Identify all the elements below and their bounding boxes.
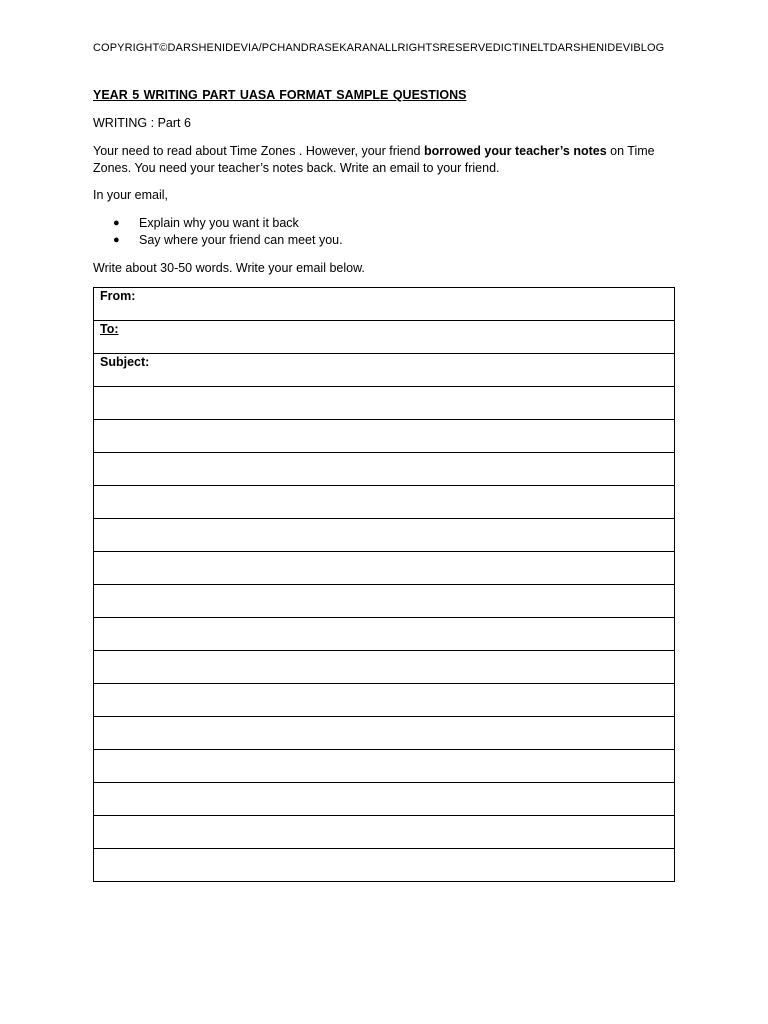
instructions-emphasis: borrowed your teacher’s notes	[423, 144, 607, 158]
writing-line[interactable]	[94, 420, 675, 453]
writing-line-cell[interactable]	[94, 684, 675, 717]
writing-line[interactable]	[94, 486, 675, 519]
writing-line-cell[interactable]	[94, 618, 675, 651]
writing-line[interactable]	[94, 816, 675, 849]
to-field[interactable]	[94, 321, 675, 354]
email-form-table	[93, 287, 675, 882]
subject-label: Subject:	[100, 355, 150, 369]
writing-line[interactable]	[94, 684, 675, 717]
writing-line[interactable]	[94, 552, 675, 585]
from-label: From:	[100, 289, 136, 303]
instructions-part-3: on Time Zones. You need your teacher’s notes back. Write an email to your friend.	[93, 144, 655, 175]
in-email-label: In your email,	[93, 188, 169, 202]
instructions-part-1: Your need to read about Time Zones . However, your friend	[93, 144, 424, 158]
bullet-dot-icon: ●	[113, 217, 120, 229]
writing-line[interactable]	[94, 849, 675, 882]
writing-line-cell[interactable]	[94, 849, 675, 882]
bullet-text: Say where your friend can meet you.	[139, 233, 343, 247]
word-count-instruction: Write about 30-50 words. Write your email below.	[93, 261, 365, 275]
writing-line-cell[interactable]	[94, 783, 675, 816]
writing-line[interactable]	[94, 783, 675, 816]
writing-line-cell[interactable]	[94, 750, 675, 783]
task-bullet-list	[93, 215, 343, 249]
writing-line-cell[interactable]	[94, 717, 675, 750]
writing-line-cell[interactable]	[94, 816, 675, 849]
writing-line[interactable]	[94, 519, 675, 552]
bullet-dot-icon: ●	[113, 234, 120, 246]
to-row[interactable]	[94, 321, 675, 354]
writing-line[interactable]	[94, 750, 675, 783]
task-instructions	[93, 143, 683, 177]
subject-row[interactable]	[94, 354, 675, 387]
writing-line-cell[interactable]	[94, 486, 675, 519]
from-row[interactable]	[94, 288, 675, 321]
writing-line-cell[interactable]	[94, 519, 675, 552]
writing-line-cell[interactable]	[94, 585, 675, 618]
from-field[interactable]	[94, 288, 675, 321]
writing-line[interactable]	[94, 618, 675, 651]
subject-field[interactable]	[94, 354, 675, 387]
to-label: To:	[100, 322, 119, 336]
writing-line-cell[interactable]	[94, 420, 675, 453]
writing-part-label: WRITING : Part 6	[93, 116, 191, 130]
writing-line-cell[interactable]	[94, 387, 675, 420]
writing-line[interactable]	[94, 717, 675, 750]
list-item	[93, 215, 343, 232]
writing-line-cell[interactable]	[94, 651, 675, 684]
writing-line[interactable]	[94, 387, 675, 420]
writing-line[interactable]	[94, 453, 675, 486]
writing-line[interactable]	[94, 585, 675, 618]
bullet-text: Explain why you want it back	[139, 216, 299, 230]
list-item	[93, 232, 343, 249]
writing-line[interactable]	[94, 651, 675, 684]
page-heading: YEAR 5 WRITING PART UASA FORMAT SAMPLE QUESTIONS	[93, 88, 467, 102]
writing-line-cell[interactable]	[94, 552, 675, 585]
copyright-line: COPYRIGHT©DARSHENIDEVIA/PCHANDRASEKARANALLRIGHTSRESERVEDICTINELTDARSHENIDEVIBLOG	[93, 42, 665, 54]
writing-line-cell[interactable]	[94, 453, 675, 486]
